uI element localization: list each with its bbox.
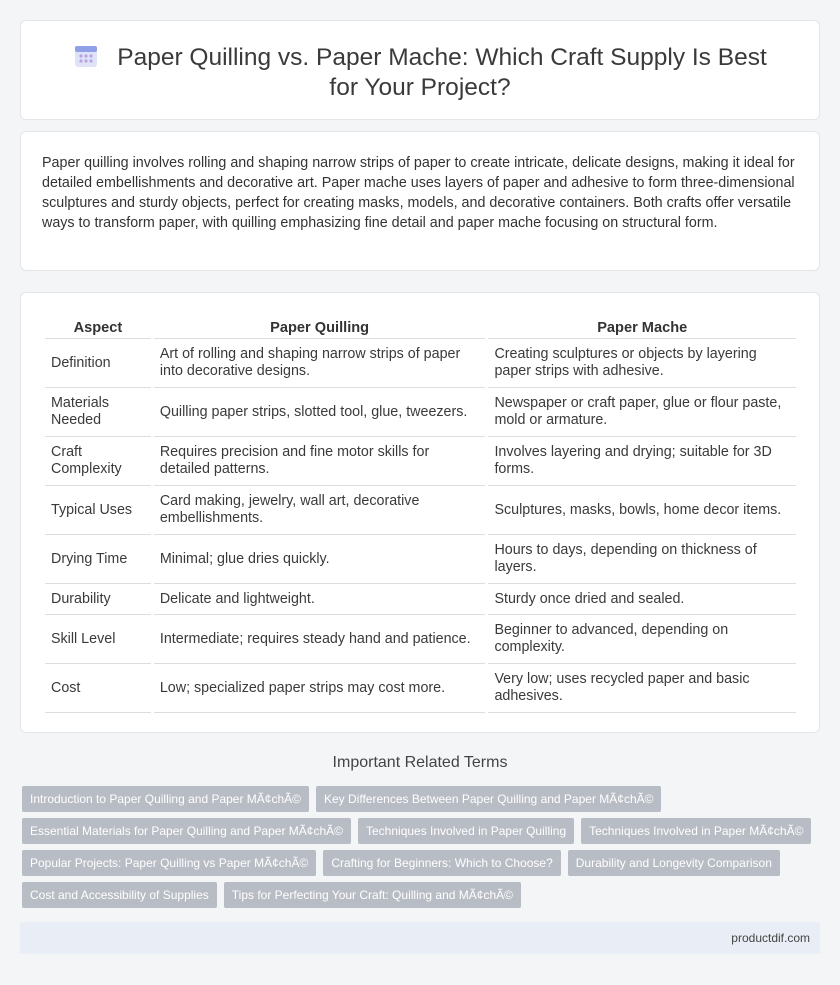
row-aspect: Cost (45, 664, 151, 713)
related-tag[interactable]: Tips for Perfecting Your Craft: Quilling and MÃ¢chÃ© (224, 882, 521, 908)
related-tag[interactable]: Introduction to Paper Quilling and Paper MÃ¢chÃ© (22, 786, 309, 812)
footer-site: productdif.com (731, 931, 810, 945)
row-aspect: Durability (45, 584, 151, 615)
table-row (45, 437, 796, 486)
related-tag[interactable]: Techniques Involved in Paper MÃ¢chÃ© (581, 818, 811, 844)
footer (20, 922, 820, 954)
row-mache: Hours to days, depending on thickness of layers. (488, 535, 796, 584)
tag-row (22, 818, 822, 844)
header-card (20, 20, 820, 120)
row-quilling: Low; specialized paper strips may cost more. (154, 664, 486, 713)
row-quilling: Art of rolling and shaping narrow strips of paper into decorative designs. (154, 339, 486, 388)
table-row (45, 388, 796, 437)
tag-row (22, 786, 822, 812)
row-mache: Beginner to advanced, depending on complexity. (488, 615, 796, 664)
intro-paragraph: Paper quilling involves rolling and shaping narrow strips of paper to create intricate, delicate designs, making it ideal for detailed embellishments and decorative art. Paper mache uses layers of paper and adhesive to form three-dimensional sculptures and sturdy objects, perfect for creating masks, models, and decorative containers. Both crafts offer versatile ways to transform paper, with quilling emphasizing fine detail and paper mache focusing on structural form. (42, 155, 795, 231)
row-quilling: Intermediate; requires steady hand and patience. (154, 615, 486, 664)
header-paper-mache: Paper Mache (488, 313, 796, 339)
row-quilling: Delicate and lightweight. (154, 584, 486, 615)
comparison-table-card (20, 292, 820, 733)
table-row (45, 664, 796, 713)
header-aspect: Aspect (45, 313, 151, 339)
table-row (45, 486, 796, 535)
calendar-icon (73, 43, 99, 69)
related-tag[interactable]: Key Differences Between Paper Quilling and Paper MÃ¢chÃ© (316, 786, 661, 812)
comparison-table (42, 313, 799, 713)
row-mache: Sculptures, masks, bowls, home decor items. (488, 486, 796, 535)
row-aspect: Skill Level (45, 615, 151, 664)
row-mache: Very low; uses recycled paper and basic adhesives. (488, 664, 796, 713)
tag-row (22, 850, 822, 876)
row-quilling: Quilling paper strips, slotted tool, glue, tweezers. (154, 388, 486, 437)
related-terms-tags (22, 786, 822, 914)
related-terms-title: Important Related Terms (332, 754, 508, 771)
row-quilling: Minimal; glue dries quickly. (154, 535, 486, 584)
related-tag[interactable]: Cost and Accessibility of Supplies (22, 882, 217, 908)
row-aspect: Definition (45, 339, 151, 388)
intro-card (20, 131, 820, 271)
related-tag[interactable]: Techniques Involved in Paper Quilling (358, 818, 574, 844)
related-tag[interactable]: Popular Projects: Paper Quilling vs Paper MÃ¢chÃ© (22, 850, 316, 876)
table-row (45, 615, 796, 664)
row-mache: Creating sculptures or objects by layering paper strips with adhesive. (488, 339, 796, 388)
related-tag[interactable]: Crafting for Beginners: Which to Choose? (323, 850, 560, 876)
row-aspect: Craft Complexity (45, 437, 151, 486)
related-tag[interactable]: Essential Materials for Paper Quilling and Paper MÃ¢chÃ© (22, 818, 351, 844)
header-paper-quilling: Paper Quilling (154, 313, 486, 339)
related-tag[interactable]: Durability and Longevity Comparison (568, 850, 780, 876)
tag-row (22, 882, 822, 908)
row-mache: Newspaper or craft paper, glue or flour paste, mold or armature. (488, 388, 796, 437)
table-row (45, 339, 796, 388)
table-row (45, 535, 796, 584)
row-quilling: Requires precision and fine motor skills for detailed patterns. (154, 437, 486, 486)
row-aspect: Drying Time (45, 535, 151, 584)
row-aspect: Typical Uses (45, 486, 151, 535)
table-row (45, 584, 796, 615)
title-wrap (61, 43, 779, 103)
page-title: Paper Quilling vs. Paper Mache: Which Craft Supply Is Best for Your Project? (117, 44, 767, 101)
row-aspect: Materials Needed (45, 388, 151, 437)
row-mache: Involves layering and drying; suitable for 3D forms. (488, 437, 796, 486)
table-header-row (45, 313, 796, 339)
row-quilling: Card making, jewelry, wall art, decorative embellishments. (154, 486, 486, 535)
row-mache: Sturdy once dried and sealed. (488, 584, 796, 615)
